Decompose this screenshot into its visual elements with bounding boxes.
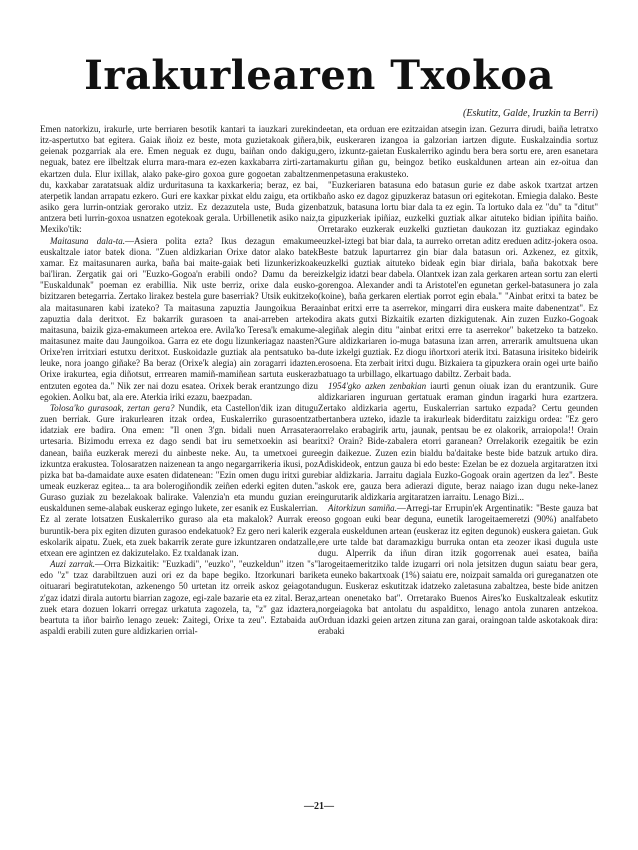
paragraph: [40, 559, 318, 637]
paragraph-text: —Asiera polita ezta? Ikus dezagun emakume euskaltzale iator batek diona. "Zuen aldizkarian Orixe dator alako batek xamar. Ez maitasunaren aurka, baña bai maite-gaiak beti lizunkerizkoak bai'liran. Zergatik gai ori "Euzko-Gogoa'n erabili ondo? Damu da bere "Euskaldunak" poeman ez erabillia. Nik uste berriz, orixe dala eusko-bizitzaren betegarria. Zertako lirakez bestela gure baserriak? Utsik eukitzeko ala maitasunaren kabi izateko? Ta maitasuna zapuztia Jaungoikua Bera zapuztia dala deritxot. Ez bakarrik gurasoen ta anai-arreben arteko maitasuna, baizik giza-emakumeen artekoa ere. Avila'ko Teresa'k emakume-maitasunez maite dau Jaungoikoa. Garra ez ete dogu lizunkeriagaz naasten? Orixe'ren irritxiari estutxu deritxot. Euskoidazle guztiak ala pentsatuko ba-leuke, nora joango giñake? Ba beraz (Orixe'k alegia) ain zoragarri idazten. Orixe irakurtea, egia diñotsut, errrearen mamiñ-mamiñean sartuta euskeraz entzuten egotea da." Nik zer nai dozu esatea. Orixek berak erantzungo dizu egokien. Aolku bat, ala ere. Aterkia iriki ezazu, baezpadan.: [40, 235, 318, 402]
page-title: Irakurlearen Txokoa: [84, 52, 554, 99]
left-column: [40, 124, 318, 637]
paragraph-text: iaurti genun oiuak izan du erantzunik. Gure aldizkariaren inguruan gertatuak eraman gindun iragarki hura ezartzera. Zertako aldizkaria agertu, Euskalerrian sartuko ezpada? Certu geunden bertanbera uzteko, idazle ta irakurleak biderditatu zaizkigu ordea: "Ez gero orrelako erabagirik artu, jaunak, pentsau be ez olakorik, arraiopola!! Orain itxi? Orain? Bide-zabalera etorri garanean? Orrelakorik ezegaitik be ezin egin daikezue. Zuzen ezin bialdu ba'daitake beste bide batzuk artuko dira. Adiskideok, entzun gauza bi edo beste: Ezelan be ez dozuela argitaratzen itxi biar aldizkaria. Jarraitu dagiala Euzko-Gogoak orain agertzen da lez". Beste askok ere, gauza bera adierazi digute, beraz naiago izan dugu neke-lanez ingurutarik aldizkaria argitaratzen iarraitu. Lenago Bizi...: [318, 380, 599, 503]
paragraph: [40, 403, 318, 559]
paragraph-text: —Arregi-tar Errupin'ek Argentinatik: "Beste gauza bat oso gogoan euki bear deguna, eunetik larogeitaemeretzi (90%) analfabeto gerala euskeldunen artean (euskeraz itz egiten degunok) euskera gaietan. Guk ere urte talde bat daramazkigu burruka ontan eta zeozer ikasi dugula uste dugu. Alperrik da iñun diran itzik gogorrenak auei esatea, baiña larogeitaemeritziko talde izugarri ori nola jetsitzen dugun saiatu bear gera, eta euneko bakartxoak (1%) saiatu ere, noizpait samalda ori gureganatzen ote dugun. Euskeraz eskutitzak idatzeko zaletasuna zabaltzea, beste bide anitzen artean onenetako bat". Orretarako Buenos Aires'ko Euskaltzaleak eskutitz norgeiagoka bat antolatu du aspalditxo, lenago antola zunaren antzekoa. Orduan idazki geien artzen zituna zan garai, oraingoan talde askotakoak dira: erabaki: [318, 503, 598, 637]
paragraph: [318, 381, 598, 504]
paragraph: [318, 503, 598, 637]
page-number: —21—: [304, 801, 334, 812]
paragraph: [318, 180, 598, 381]
right-column: [318, 124, 598, 637]
paragraph-lead: Tolosa'ko gurasoak, zertan gera?: [50, 402, 175, 413]
paragraph-text: Emen natorkizu, irakurle, urte berriaren besotik kantari ta iauzkari zurekin itz-aspertutxo bat egitera. Gaiak iñoiz ez beste, mota guzietakoak giñera, geienak pozgarriak ala ere. Emen neguak ez dugu, baiñan ondo dakigu, neguak, batez ere ilbeltzak elurra mara-mara ez-ezen kaxkabarra zirti-zarta ekartzen dula. Elur ixillak, alako pake-giro goxoa gure gogoetan zabaltzen du, kaxkabar zaratatsuak aldiz urduritasuna ta kaxkarkeria; beraz, ez bai, aterpetik landan arrapatu ezkero. Guri ere kaxkar pixkat eldu zaigu, eta ortik asiko gera lurrin-ontziak gerorako utziz. Ez dezazutela uste, Buda gizen antzera beti lurrin-goxoa usnatzen egotekoak gerala. Urbillenetik asiko naiz, Mexiko'tik:: [40, 124, 318, 235]
paragraph-text: deetan, eta orduan ere ezitzaidan atsegin izan. Gezurra dirudi, baiña letratxo bik, euskeraren izangoa ia galzorian iartzen digute. Euskalzaindia sortuz gero, izkuntz-gaietan Euskalerriko agindu bera bera sortu ere, aren esanetara makurtu giñan gu, beingoz betiko euskaldunen artean ain ez-oitua dan menpetasuna erakusteko.: [318, 124, 598, 179]
paragraph: [40, 124, 318, 236]
page-subtitle: (Eskutitz, Galde, Iruzkin ta Berri): [463, 108, 598, 119]
paragraph-lead: Maitasuna dala-ta.: [50, 235, 125, 246]
paragraph: [40, 236, 318, 403]
paragraph-text: "Euzkeriaren batasuna edo batasun gurie ez dabe askok txartzat artzen baño asko ez dagoz gipuzkeraz batasun ori egitekotan. Emiegia dalako. Beste batzuk, batasuna lortu biar dala ta ez egin. Ta lortuko dala ez "du" ta "ditut" ta gipuzkeriak ipiñiaz, euzkelki guztiak alkar aituteko bidian ipiñita baiño. Orretarako euzkerak euzkelki guztietan daukozan itz guztiakaz egindako euzkel-iztegi bat biar dala, ta aurreko orretan aditz ereduen aditz-jokera osoa. Beste batzuk lapurtarrez gin biar dala batasun ori. Azkenez, ez gitxik, euzkelki guztiak aituteko bideak egin biar diriala, baña bakotxak bere izkelgiz idatzi bear dabela. Olantxek izan zala gerkaren artean sortu zan elerti gorengoa. Alexander andi ta Aristotel'en egunetan gerkel-batasunera jo zala (koine), baña gerkaren elertiak porrot egin ebala." "Ainbat eritxi ta batez be ainbat eritxi erre ta aserrekor, mingarri dira euskera maite dabenentzat". Ez dira akats gutxi Bizkaitik ezarten dizkigutenak. Ain zuzen Euzko-Gogoak alegiñak alegin ditu "ainbat eritxi erre ta aserrekor" baketzeko ta batzeko. Gure aldizkariaren io-muga batasuna izan arren, arrerarik amultsuena ukan dute izkelgi guztiak. Ez diogu iñortxori aterik itxi. Batasuna irisiteko bideirik erosoena. Eta zerbait iritxi dugu. Bizkaiera ta gipuzkera orain ogei urte baiño batuago ta urbillago, elkartuago dabiltz. Zerbait bada.: [318, 179, 598, 380]
paragraph-text: Nundik, eta Castellon'dik izan ditugu zuen berriak. Gure irakurlearen itzak ordea, Euskalerriko gurasoentzat idatziak ere badira. Ona emen: "Il onen 3'gn. bidali nuen Arrasatera urtesaria. Bizimodu errexa ez dago sendi bat iru semetxoekin asi bear danean, baiña euzkerak merezi du ainbeste neke. Au, ta umetxoei gure izkuntza erakustea. Tolosaratzen naizenean ta ango negargarrikeria ikusi, poz pizka bat ba-damaidate auxe esaten didatenean: "Ezin omen dugu iritxi gure umeak euzkeraz egitea... ta ara bolerogiñondik zeiñen ederki egiten duten." Guraso guziak zu bezelakoak balirake. Valenzia'n eta mundu guzian ere euskaldunen seme-alabak euskeraz egingo lukete, zer esanik ez Euskalerrian. Ez al zerate lotsatzen Euskalerriko guraso ala eta makalok? Aurrak ere buruntik-bera pix egiten dizuten gurasoo endekatuok? Ez gero neri kalerik ez eskolarik aipatu. Zuek, eta zuek bakarrik zerate gure izkuntzaren ondatzalle, etxean ere agintzen ez dakizutelako. Ez txaldanak izan.: [40, 402, 319, 558]
paragraph-lead: 1954'gko azken zenbakian: [328, 380, 427, 391]
paragraph-lead: Auzi zarrak.: [50, 559, 95, 570]
paragraph-text: —Orra Bizkaitik: "Euzkadi", "euzko", "euzkeldun" itzen "s" edo "z" tzaz darabiltzuen auzi ori ez da bape begiko. Itzorkunari barik oituarari begiratutekotan, azkenengo 50 urtetan itz orreik askoz geiagotan z'gaz idatzi dirala autortu biarrian zagoze, egi-zale bazarie eta ez zital. Beraz, zuek etara dozuen lokarri orregaz urkatuta zagozela, ta, "z" gaz idaztera, beartuta ta iñor bairño lenago zeuek: Zaitegi, Orixe ta zeu". Eztabaida au aspaldi erabili zuten gure aldizkarien orrial-: [40, 559, 319, 637]
paragraph: [318, 124, 598, 180]
paragraph-lead: Aitorkizun samiña.: [328, 503, 397, 514]
